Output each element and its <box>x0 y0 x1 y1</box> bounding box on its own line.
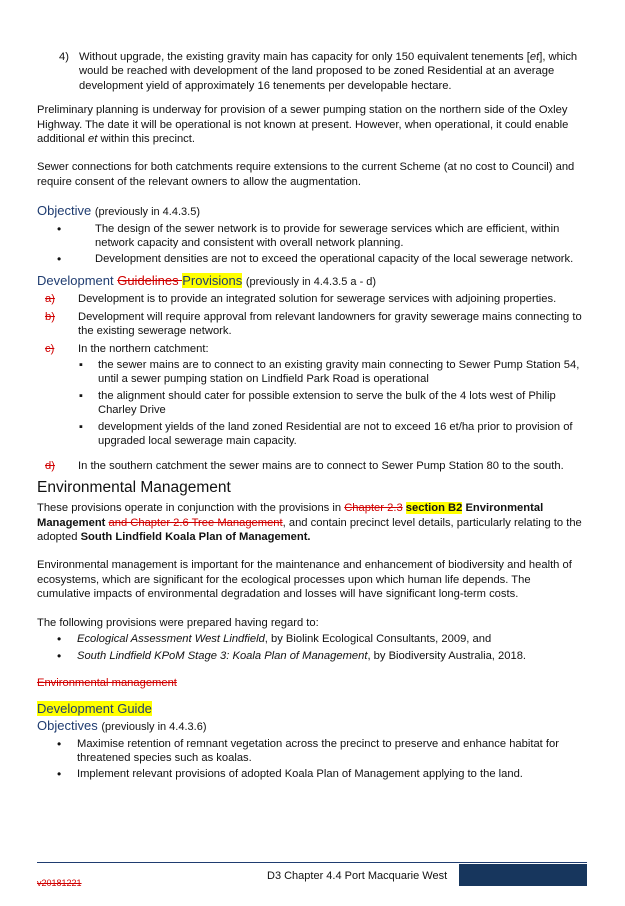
objectives-title: Objectives <box>37 717 98 733</box>
list-item <box>37 767 587 782</box>
bullet-icon <box>37 767 77 782</box>
bullet-icon <box>37 649 77 664</box>
list-item-text: In the southern catchment the sewer mains are to connect to Sewer Pump Station 80 to the south. <box>78 460 564 473</box>
sub-list-item <box>37 389 587 417</box>
list-item-text: Development densities are not to exceed the operational capacity of the local sewerage network. <box>95 253 574 266</box>
regard-paragraph: The following provisions were prepared having regard to: <box>37 616 319 629</box>
list-item <box>37 737 587 765</box>
planning-text-a: Preliminary planning is underway for provision of a sewer pumping station on the northern side of the Oxley Highway. The date it will be operational is not known at present. However, when operational, it could enable additional <box>37 104 569 146</box>
deleted-text: and Chapter 2.6 Tree Management <box>108 516 283 529</box>
chapter-label: D3 Chapter 4.4 Port Macquarie West <box>267 870 448 882</box>
version-label: v20181221 <box>37 878 82 888</box>
list-item-text: In the northern catchment: <box>78 343 209 356</box>
square-bullet-icon <box>37 358 98 386</box>
item-text <box>79 50 587 93</box>
intro-text-b: Environmental Management <box>37 502 544 529</box>
reference-rest: , by Biolink Ecological Consultants, 2009, and <box>264 633 492 646</box>
sub-list <box>37 358 587 451</box>
objective-note: (previously in 4.4.3.5) <box>94 206 200 219</box>
intro-text-a: These provisions operate in conjunction with the provisions in <box>37 502 345 515</box>
objectives-heading <box>37 718 587 733</box>
objective-list <box>37 222 587 267</box>
provisions-list <box>37 292 587 473</box>
list-item <box>37 252 587 267</box>
importance-paragraph: Environmental management is important for the maintenance and enhancement of biodiversity and health of ecosystems, which are significant for the ecological processes upon which human life depends. The cumulative impacts of environmental degradation and losses will have significant long-term costs. <box>37 559 572 601</box>
planning-text-b: within this precinct. <box>97 133 195 146</box>
deleted-text: Guidelines <box>117 273 183 289</box>
inserted-text: Provisions <box>182 273 243 289</box>
page-footer <box>37 862 587 890</box>
square-bullet-icon <box>37 389 98 417</box>
dev-guide-heading <box>37 701 587 716</box>
item-letter: d) <box>45 460 55 473</box>
sub-item-text: the alignment should cater for possible extension to serve the bulk of the 4 lots west of Philip Charley Drive <box>98 390 556 417</box>
footer-divider <box>37 862 587 863</box>
bullet-icon <box>37 632 77 647</box>
planning-text-et: et <box>88 133 98 146</box>
list-item-text: The design of the sewer network is to provide for sewerage services which are efficient, within network capacity and consistent with overall network planning. <box>95 223 560 250</box>
footer-color-bar <box>459 864 587 886</box>
sub-list-item <box>37 358 587 386</box>
intro-text-c: , and contain precinct level details, particularly relating to the adopted <box>37 516 582 544</box>
list-item-text: Maximise retention of remnant vegetation across the precinct to preserve and enhance habitat for threatened species such as koalas. <box>77 737 559 764</box>
connections-paragraph: Sewer connections for both catchments require extensions to the current Scheme (at no cost to Council) and require consent of the relevant owners to allow the augmentation. <box>37 161 575 188</box>
deleted-heading: Environmental management <box>37 677 177 690</box>
sub-list-item <box>37 420 587 448</box>
reference-rest: , by Biodiversity Australia, 2018. <box>367 650 527 663</box>
item-letter: b) <box>45 311 55 324</box>
list-item <box>37 459 587 473</box>
references-list <box>37 632 587 664</box>
list-item <box>37 310 587 338</box>
numbered-item-4 <box>37 50 587 93</box>
item-text-et: et <box>529 51 540 63</box>
heading-note: (previously in 4.4.3.5 a - d) <box>245 276 377 289</box>
objectives-note: (previously in 4.4.3.6) <box>101 720 207 733</box>
reference-title: South Lindfield KPoM Stage 3: Koala Plan of Management <box>77 650 368 663</box>
square-bullet-icon <box>37 420 98 448</box>
list-item <box>37 632 587 647</box>
bullet-icon <box>37 252 95 267</box>
item-text-a: Without upgrade, the existing gravity main has capacity for only 150 equivalent tenements [ <box>79 51 530 63</box>
sub-item-text: development yields of the land zoned Residential are not to exceed 16 et/ha prior to provision of upgraded local sewerage main capacity. <box>98 421 573 448</box>
objective-title: Objective <box>37 203 92 219</box>
objective-heading <box>37 203 587 218</box>
deleted-text: Chapter 2.3 <box>344 502 403 515</box>
bullet-icon <box>37 222 95 250</box>
objectives-list <box>37 737 587 782</box>
item-text-b: ], which would be reached with development of the land proposed to be zoned Residential at an average development yield of approximately 16 tenements per developable hectare. <box>79 51 578 92</box>
list-item-text: Development will require approval from relevant landowners for gravity sewerage mains connecting to the existing sewerage network. <box>78 311 582 338</box>
inserted-text: section B2 <box>405 502 463 515</box>
list-item <box>37 292 587 306</box>
planning-paragraph <box>37 103 587 146</box>
env-heading: Environmental Management <box>37 479 231 497</box>
list-item <box>37 222 587 250</box>
list-item <box>37 649 587 664</box>
list-item-text: Implement relevant provisions of adopted Koala Plan of Management applying to the land. <box>77 767 523 780</box>
sub-item-text: the sewer mains are to connect to an existing gravity main connecting to Sewer Pump Station 54, until a sewer pumping station on Lindfield Park Road is operational <box>98 359 580 386</box>
dev-provisions-heading <box>37 273 587 288</box>
list-item <box>37 342 587 455</box>
kpom-reference: South Lindfield Koala Plan of Management. <box>80 531 311 544</box>
list-item-text: Development is to provide an integrated solution for sewerage services with adjoining properties. <box>78 293 557 306</box>
inserted-text: Development Guide <box>37 700 152 716</box>
item-letter: c) <box>45 343 55 356</box>
bullet-icon <box>37 737 77 765</box>
env-intro <box>37 501 587 544</box>
heading-prefix: Development <box>37 273 118 289</box>
document-page <box>37 50 587 788</box>
reference-title: Ecological Assessment West Lindfield <box>77 633 265 646</box>
item-number: 4) <box>59 51 69 63</box>
item-letter: a) <box>45 293 55 306</box>
